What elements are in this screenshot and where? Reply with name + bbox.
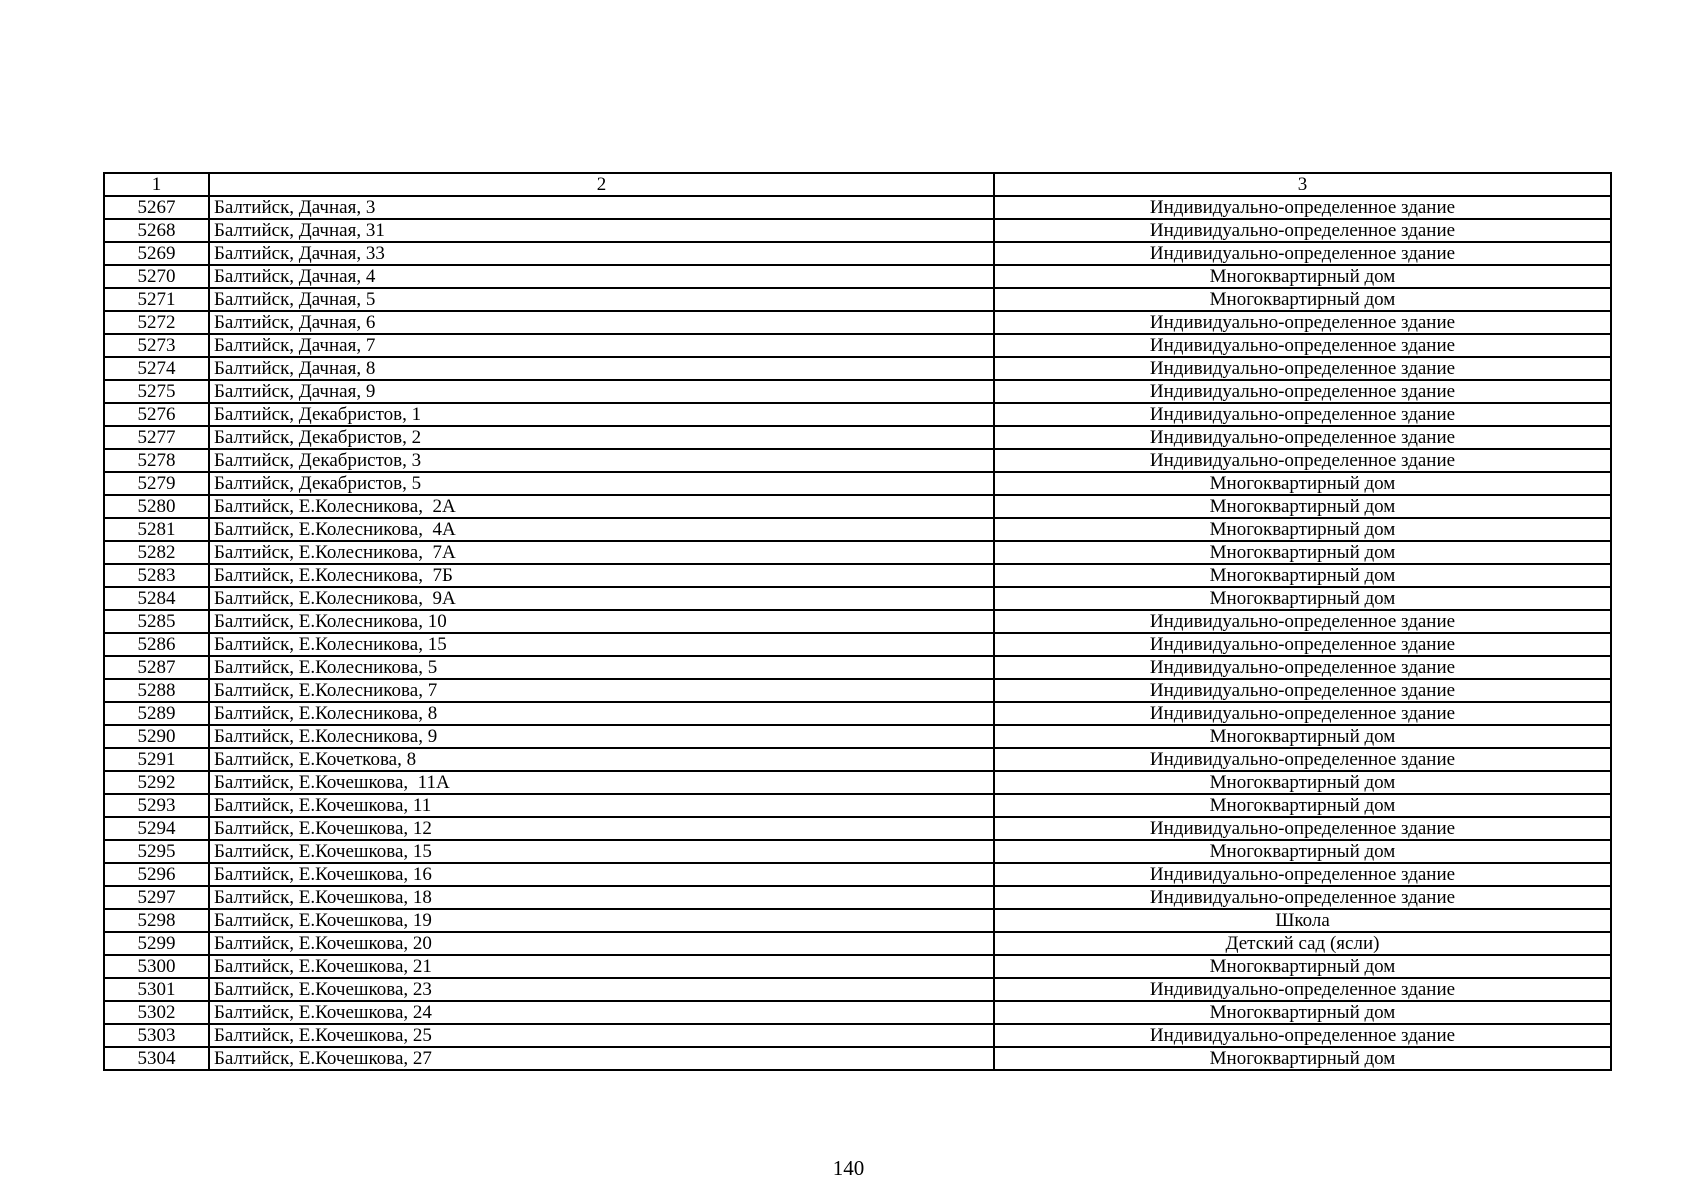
table-row	[104, 426, 1611, 449]
table-row	[104, 265, 1611, 288]
building-type-cell: Индивидуально-определенное здание	[994, 863, 1611, 886]
address-cell: Балтийск, Е.Кочешкова, 15	[209, 840, 994, 863]
building-type-cell: Индивидуально-определенное здание	[994, 748, 1611, 771]
row-number-cell: 5277	[104, 426, 209, 449]
building-type-cell: Индивидуально-определенное здание	[994, 426, 1611, 449]
address-cell: Балтийск, Е.Кочешкова, 27	[209, 1047, 994, 1070]
table-row	[104, 656, 1611, 679]
table-row	[104, 702, 1611, 725]
row-number-cell: 5279	[104, 472, 209, 495]
row-number-cell: 5270	[104, 265, 209, 288]
header-row	[104, 173, 1611, 196]
row-number-cell: 5288	[104, 679, 209, 702]
row-number-cell: 5272	[104, 311, 209, 334]
building-type-cell: Индивидуально-определенное здание	[994, 334, 1611, 357]
building-type-cell: Индивидуально-определенное здание	[994, 679, 1611, 702]
table-row	[104, 840, 1611, 863]
row-number-cell: 5293	[104, 794, 209, 817]
row-number-cell: 5296	[104, 863, 209, 886]
row-number-cell: 5269	[104, 242, 209, 265]
address-cell: Балтийск, Е.Кочешкова, 11	[209, 794, 994, 817]
column-header-3: 3	[994, 173, 1611, 196]
address-cell: Балтийск, Е.Кочешкова, 16	[209, 863, 994, 886]
building-type-cell: Индивидуально-определенное здание	[994, 702, 1611, 725]
address-cell: Балтийск, Декабристов, 3	[209, 449, 994, 472]
building-type-cell: Многоквартирный дом	[994, 518, 1611, 541]
table-row	[104, 886, 1611, 909]
address-cell: Балтийск, Е.Кочешкова, 12	[209, 817, 994, 840]
row-number-cell: 5273	[104, 334, 209, 357]
table-row	[104, 288, 1611, 311]
table-row	[104, 311, 1611, 334]
building-type-cell: Многоквартирный дом	[994, 1001, 1611, 1024]
address-cell: Балтийск, Е.Колесникова, 8	[209, 702, 994, 725]
table-row	[104, 863, 1611, 886]
building-type-cell: Многоквартирный дом	[994, 725, 1611, 748]
address-cell: Балтийск, Дачная, 33	[209, 242, 994, 265]
table-row	[104, 472, 1611, 495]
address-cell: Балтийск, Е.Кочешкова, 11А	[209, 771, 994, 794]
address-cell: Балтийск, Е.Кочешкова, 25	[209, 1024, 994, 1047]
table-row	[104, 449, 1611, 472]
building-type-cell: Индивидуально-определенное здание	[994, 449, 1611, 472]
table-row	[104, 357, 1611, 380]
row-number-cell: 5292	[104, 771, 209, 794]
building-type-cell: Индивидуально-определенное здание	[994, 656, 1611, 679]
table-row	[104, 242, 1611, 265]
row-number-cell: 5304	[104, 1047, 209, 1070]
building-type-cell: Индивидуально-определенное здание	[994, 311, 1611, 334]
row-number-cell: 5301	[104, 978, 209, 1001]
table-body	[104, 196, 1611, 1070]
row-number-cell: 5274	[104, 357, 209, 380]
table-row	[104, 679, 1611, 702]
table-row	[104, 610, 1611, 633]
address-cell: Балтийск, Дачная, 31	[209, 219, 994, 242]
building-type-cell: Многоквартирный дом	[994, 794, 1611, 817]
building-type-cell: Индивидуально-определенное здание	[994, 1024, 1611, 1047]
building-type-cell: Многоквартирный дом	[994, 265, 1611, 288]
address-cell: Балтийск, Е.Кочешкова, 24	[209, 1001, 994, 1024]
row-number-cell: 5299	[104, 932, 209, 955]
building-type-cell: Многоквартирный дом	[994, 495, 1611, 518]
table-row	[104, 771, 1611, 794]
table-row	[104, 334, 1611, 357]
building-type-cell: Многоквартирный дом	[994, 288, 1611, 311]
table-row	[104, 1001, 1611, 1024]
address-cell: Балтийск, Дачная, 6	[209, 311, 994, 334]
row-number-cell: 5287	[104, 656, 209, 679]
row-number-cell: 5303	[104, 1024, 209, 1047]
row-number-cell: 5283	[104, 564, 209, 587]
address-cell: Балтийск, Дачная, 7	[209, 334, 994, 357]
table-row	[104, 932, 1611, 955]
row-number-cell: 5271	[104, 288, 209, 311]
building-type-cell: Многоквартирный дом	[994, 955, 1611, 978]
address-cell: Балтийск, Дачная, 9	[209, 380, 994, 403]
table-row	[104, 196, 1611, 219]
table-header	[104, 173, 1611, 196]
row-number-cell: 5294	[104, 817, 209, 840]
row-number-cell: 5297	[104, 886, 209, 909]
building-type-cell: Детский сад (ясли)	[994, 932, 1611, 955]
table-row	[104, 633, 1611, 656]
table-row	[104, 794, 1611, 817]
address-cell: Балтийск, Дачная, 8	[209, 357, 994, 380]
building-type-cell: Индивидуально-определенное здание	[994, 219, 1611, 242]
address-cell: Балтийск, Е.Колесникова, 4А	[209, 518, 994, 541]
row-number-cell: 5281	[104, 518, 209, 541]
table-row	[104, 725, 1611, 748]
address-cell: Балтийск, Е.Колесникова, 9А	[209, 587, 994, 610]
row-number-cell: 5286	[104, 633, 209, 656]
building-type-cell: Индивидуально-определенное здание	[994, 886, 1611, 909]
building-type-cell: Многоквартирный дом	[994, 541, 1611, 564]
building-type-cell: Индивидуально-определенное здание	[994, 403, 1611, 426]
address-cell: Балтийск, Е.Колесникова, 10	[209, 610, 994, 633]
address-cell: Балтийск, Е.Кочеткова, 8	[209, 748, 994, 771]
building-type-cell: Индивидуально-определенное здание	[994, 633, 1611, 656]
address-cell: Балтийск, Дачная, 4	[209, 265, 994, 288]
table-row	[104, 403, 1611, 426]
address-cell: Балтийск, Е.Кочешкова, 21	[209, 955, 994, 978]
building-type-cell: Индивидуально-определенное здание	[994, 196, 1611, 219]
building-type-cell: Индивидуально-определенное здание	[994, 610, 1611, 633]
address-cell: Балтийск, Е.Кочешкова, 23	[209, 978, 994, 1001]
row-number-cell: 5268	[104, 219, 209, 242]
table-row	[104, 978, 1611, 1001]
table-row	[104, 380, 1611, 403]
address-cell: Балтийск, Е.Колесникова, 5	[209, 656, 994, 679]
row-number-cell: 5298	[104, 909, 209, 932]
building-type-cell: Многоквартирный дом	[994, 1047, 1611, 1070]
building-type-cell: Многоквартирный дом	[994, 840, 1611, 863]
row-number-cell: 5275	[104, 380, 209, 403]
table-row	[104, 955, 1611, 978]
row-number-cell: 5276	[104, 403, 209, 426]
address-cell: Балтийск, Е.Кочешкова, 20	[209, 932, 994, 955]
table-row	[104, 1024, 1611, 1047]
address-cell: Балтийск, Е.Колесникова, 7А	[209, 541, 994, 564]
table-row	[104, 518, 1611, 541]
row-number-cell: 5284	[104, 587, 209, 610]
table-row	[104, 748, 1611, 771]
address-cell: Балтийск, Дачная, 5	[209, 288, 994, 311]
building-type-cell: Многоквартирный дом	[994, 587, 1611, 610]
row-number-cell: 5291	[104, 748, 209, 771]
address-cell: Балтийск, Е.Колесникова, 2А	[209, 495, 994, 518]
address-cell: Балтийск, Е.Колесникова, 7Б	[209, 564, 994, 587]
column-header-2: 2	[209, 173, 994, 196]
address-cell: Балтийск, Дачная, 3	[209, 196, 994, 219]
row-number-cell: 5290	[104, 725, 209, 748]
row-number-cell: 5302	[104, 1001, 209, 1024]
building-type-cell: Многоквартирный дом	[994, 472, 1611, 495]
column-header-1: 1	[104, 173, 209, 196]
row-number-cell: 5285	[104, 610, 209, 633]
table-row	[104, 587, 1611, 610]
address-cell: Балтийск, Декабристов, 1	[209, 403, 994, 426]
building-type-cell: Многоквартирный дом	[994, 564, 1611, 587]
table-row	[104, 495, 1611, 518]
address-cell: Балтийск, Декабристов, 2	[209, 426, 994, 449]
address-cell: Балтийск, Е.Колесникова, 9	[209, 725, 994, 748]
building-type-cell: Многоквартирный дом	[994, 771, 1611, 794]
row-number-cell: 5267	[104, 196, 209, 219]
address-cell: Балтийск, Е.Колесникова, 7	[209, 679, 994, 702]
address-cell: Балтийск, Е.Кочешкова, 19	[209, 909, 994, 932]
table-row	[104, 817, 1611, 840]
row-number-cell: 5282	[104, 541, 209, 564]
building-type-cell: Индивидуально-определенное здание	[994, 817, 1611, 840]
row-number-cell: 5300	[104, 955, 209, 978]
row-number-cell: 5278	[104, 449, 209, 472]
building-type-cell: Индивидуально-определенное здание	[994, 380, 1611, 403]
table-row	[104, 1047, 1611, 1070]
building-type-cell: Индивидуально-определенное здание	[994, 242, 1611, 265]
table-row	[104, 219, 1611, 242]
table-row	[104, 541, 1611, 564]
address-cell: Балтийск, Декабристов, 5	[209, 472, 994, 495]
row-number-cell: 5280	[104, 495, 209, 518]
building-registry-table	[103, 172, 1612, 1071]
building-type-cell: Индивидуально-определенное здание	[994, 357, 1611, 380]
address-cell: Балтийск, Е.Колесникова, 15	[209, 633, 994, 656]
building-type-cell: Индивидуально-определенное здание	[994, 978, 1611, 1001]
page-number: 140	[832, 1156, 865, 1180]
row-number-cell: 5295	[104, 840, 209, 863]
table-row	[104, 909, 1611, 932]
row-number-cell: 5289	[104, 702, 209, 725]
building-type-cell: Школа	[994, 909, 1611, 932]
table-row	[104, 564, 1611, 587]
address-cell: Балтийск, Е.Кочешкова, 18	[209, 886, 994, 909]
